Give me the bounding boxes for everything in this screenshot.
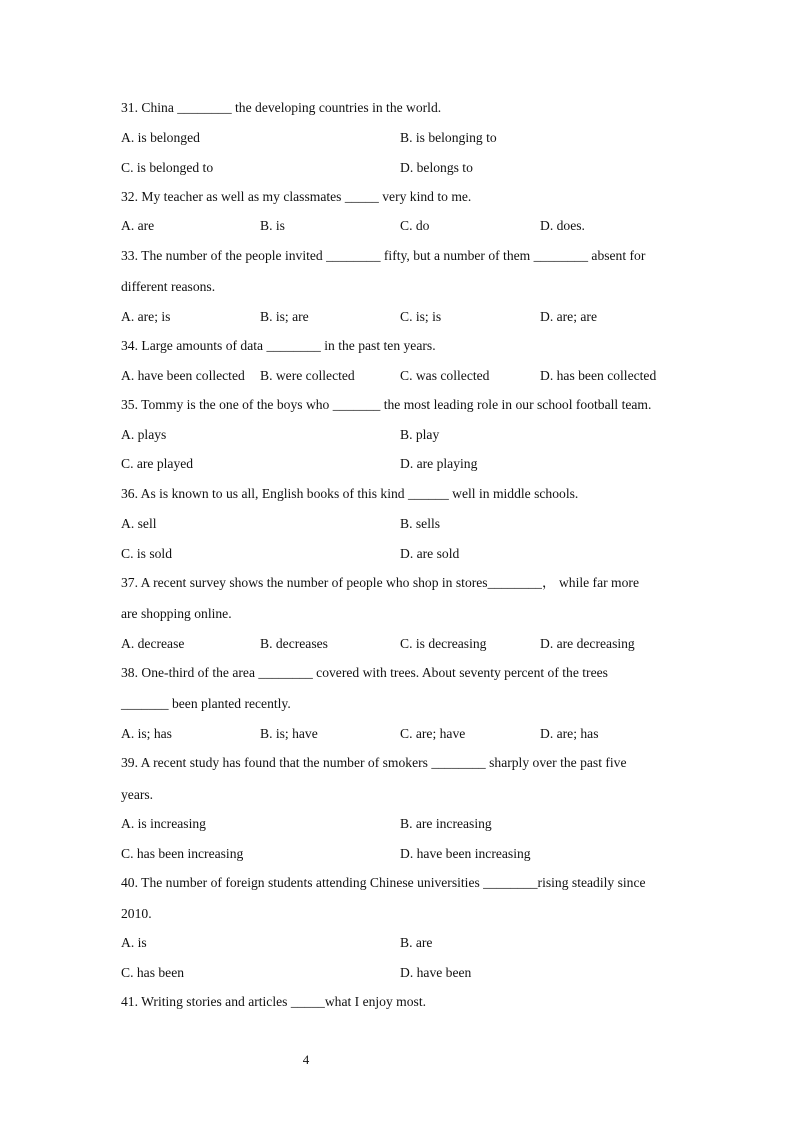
option-c: C. is belonged to — [121, 160, 214, 175]
question-stem-continued: 2010. — [121, 906, 152, 921]
question-stem: 38. One-third of the area ________ covered with trees. About seventy percent of the trees — [121, 665, 608, 680]
question-stem: 35. Tommy is the one of the boys who _______ the most leading role in our school football team. — [121, 397, 652, 412]
question-stem-continued: are shopping online. — [121, 606, 232, 621]
option-a: A. is belonged — [121, 130, 200, 145]
option-c: C. are played — [121, 456, 194, 471]
option-c: C. are; have — [400, 726, 466, 741]
question-stem: 41. Writing stories and articles _____what I enjoy most. — [121, 994, 427, 1009]
question-stem: 32. My teacher as well as my classmates _____ very kind to me. — [121, 189, 472, 204]
option-b: B. is belonging to — [400, 130, 497, 145]
option-a: A. have been collected — [121, 368, 245, 383]
option-a: A. plays — [121, 427, 167, 442]
option-a: A. decrease — [121, 636, 185, 651]
option-b: B. were collected — [260, 368, 355, 383]
option-c: C. has been — [121, 965, 185, 980]
option-c: C. is; is — [400, 309, 442, 324]
option-d: D. have been — [400, 965, 472, 980]
option-c: C. is sold — [121, 546, 172, 561]
option-a: A. sell — [121, 516, 157, 531]
question-stem: 36. As is known to us all, English books of this kind ______ well in middle schools. — [121, 486, 579, 501]
question-stem: 34. Large amounts of data ________ in the past ten years. — [121, 338, 436, 353]
option-d: D. have been increasing — [400, 846, 531, 861]
option-a: A. are; is — [121, 309, 171, 324]
question-stem: 40. The number of foreign students attending Chinese universities ________rising steadily since — [121, 875, 646, 890]
option-b: B. play — [400, 427, 440, 442]
question-stem-continued: years. — [121, 787, 154, 802]
option-a: A. is increasing — [121, 816, 206, 831]
option-d: D. belongs to — [400, 160, 473, 175]
option-c: C. was collected — [400, 368, 490, 383]
page-number: 4 — [302, 1052, 310, 1067]
question-stem: 31. China ________ the developing countries in the world. — [121, 100, 442, 115]
option-d: D. has been collected — [540, 368, 657, 383]
option-a: A. is; has — [121, 726, 172, 741]
option-c: C. do — [400, 218, 430, 233]
option-a: A. are — [121, 218, 155, 233]
option-b: B. is; are — [260, 309, 309, 324]
option-d: D. are playing — [400, 456, 478, 471]
option-b: B. are increasing — [400, 816, 492, 831]
option-d: D. are; are — [540, 309, 597, 324]
option-a: A. is — [121, 935, 147, 950]
option-b: B. decreases — [260, 636, 328, 651]
question-stem-continued: _______ been planted recently. — [121, 696, 291, 711]
option-b: B. is; have — [260, 726, 318, 741]
option-d: D. are decreasing — [540, 636, 635, 651]
option-c: C. has been increasing — [121, 846, 244, 861]
option-b: B. is — [260, 218, 285, 233]
question-stem-continued: different reasons. — [121, 279, 216, 294]
option-d: D. are sold — [400, 546, 460, 561]
option-d: D. are; has — [540, 726, 599, 741]
option-b: B. are — [400, 935, 433, 950]
option-c: C. is decreasing — [400, 636, 487, 651]
question-stem: 33. The number of the people invited ________ fifty, but a number of them ________ absent for — [121, 248, 646, 263]
question-stem: 39. A recent study has found that the number of smokers ________ sharply over the past five — [121, 755, 627, 770]
option-b: B. sells — [400, 516, 441, 531]
question-stem: 37. A recent survey shows the number of people who shop in stores________， while far more — [121, 575, 639, 590]
option-d: D. does. — [540, 218, 585, 233]
